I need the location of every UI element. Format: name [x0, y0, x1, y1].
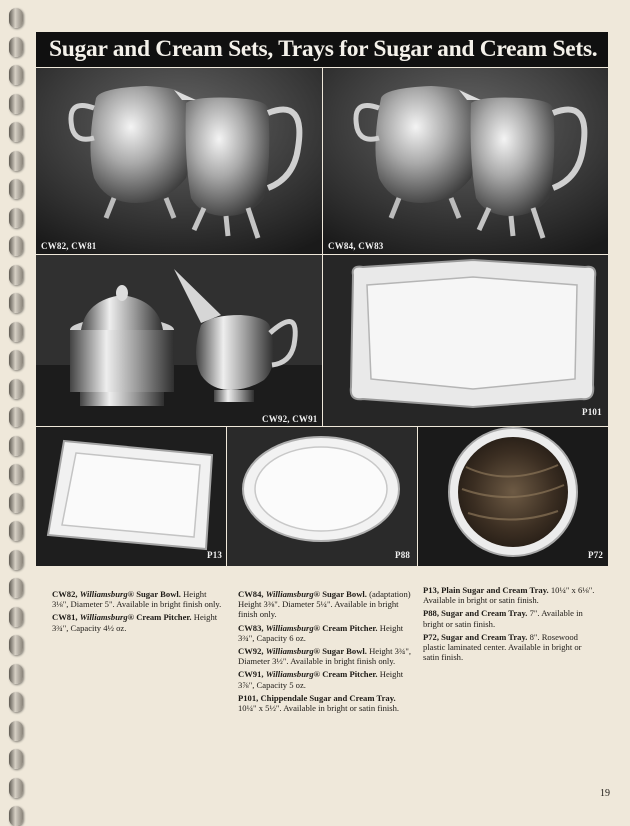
- binding-ring: [9, 749, 23, 769]
- product-details: Height 3¾", Capacity 4½ oz.: [52, 612, 218, 633]
- product-code: P72,: [423, 631, 439, 642]
- brand-name: Williamsburg®: [265, 589, 321, 599]
- product-details: Height 3⅞", Capacity 5 oz.: [238, 669, 404, 690]
- binding-ring: [9, 65, 23, 85]
- binding-ring: [9, 607, 23, 627]
- product-code: P88,: [423, 608, 439, 619]
- product-entry: [52, 589, 222, 609]
- page-title: Sugar and Cream Sets, Trays for Sugar and Cream Sets.: [36, 32, 608, 67]
- binding-ring: [9, 464, 23, 484]
- brand-name: Williamsburg®: [79, 612, 135, 623]
- description-column-3: [423, 585, 595, 665]
- binding-ring: [9, 578, 23, 598]
- photo-p88: [227, 427, 417, 566]
- photo-p72: [418, 427, 608, 566]
- product-details: 8". Rosewood plastic laminated center. Available in bright or satin finish.: [423, 631, 582, 663]
- binding-ring: [9, 778, 23, 798]
- brand-name: Williamsburg®: [79, 589, 135, 599]
- description-column-2: [238, 589, 416, 716]
- product-entry: [238, 646, 416, 666]
- binding-ring: [9, 265, 23, 285]
- product-name: Cream Pitcher.: [322, 622, 378, 633]
- binding-ring: [9, 293, 23, 313]
- product-entry: [52, 612, 222, 632]
- photo-label: P72: [588, 550, 604, 560]
- binding-ring: [9, 350, 23, 370]
- brand-name: Williamsburg®: [265, 669, 321, 680]
- binding-ring: [9, 692, 23, 712]
- binding-ring: [9, 521, 23, 541]
- product-details: Height 3¾", Diameter 3½". Available in bright finish only.: [238, 646, 412, 667]
- page-number: 19: [600, 788, 610, 799]
- binding-ring: [9, 8, 23, 28]
- product-name: Cream Pitcher.: [322, 669, 378, 680]
- product-entry: [238, 693, 416, 713]
- binding-ring: [9, 122, 23, 142]
- sugar-creamer-set-image: [36, 255, 322, 426]
- product-name: Sugar Bowl.: [322, 589, 367, 599]
- product-code: CW84,: [238, 589, 264, 599]
- brand-name: Williamsburg®: [265, 622, 321, 633]
- rosewood-tray-image: [418, 427, 608, 566]
- spiral-binding: [0, 0, 32, 816]
- product-entry: [423, 608, 595, 628]
- binding-ring: [9, 94, 23, 114]
- product-entry: [238, 623, 416, 643]
- product-details: (adaptation) Height 3⅜". Diameter 5¼". Available in bright finish only.: [238, 589, 411, 620]
- round-tray-image: [227, 427, 417, 566]
- binding-ring: [9, 407, 23, 427]
- product-code: CW83,: [238, 622, 264, 633]
- product-name: Sugar and Cream Tray.: [441, 608, 528, 619]
- photo-label: P88: [395, 550, 411, 560]
- plain-tray-image: [36, 427, 226, 566]
- product-code: CW92,: [238, 646, 264, 657]
- binding-ring: [9, 208, 23, 228]
- product-code: CW91,: [238, 669, 264, 680]
- binding-ring: [9, 436, 23, 456]
- product-details: 7". Available in bright or satin finish.: [423, 608, 583, 629]
- binding-ring: [9, 635, 23, 655]
- description-column-1: [52, 589, 222, 636]
- sugar-creamer-set-image: [36, 68, 322, 254]
- product-name: Plain Sugar and Cream Tray.: [441, 585, 549, 595]
- binding-ring: [9, 379, 23, 399]
- brand-name: Williamsburg®: [265, 646, 321, 657]
- binding-ring: [9, 236, 23, 256]
- product-code: CW82,: [52, 589, 78, 599]
- chippendale-tray-image: [323, 255, 608, 426]
- photo-label: P13: [207, 550, 223, 560]
- binding-ring: [9, 37, 23, 57]
- photo-cw82-cw81: [36, 68, 322, 254]
- photo-cw92-cw91: [36, 255, 322, 426]
- photo-label: P101: [582, 407, 602, 417]
- product-name: Sugar Bowl.: [322, 646, 367, 657]
- product-code: P101,: [238, 692, 259, 703]
- product-entry: [423, 632, 595, 663]
- sugar-creamer-set-image: [323, 68, 608, 254]
- binding-ring: [9, 721, 23, 741]
- photo-cw84-cw83: [323, 68, 608, 254]
- binding-ring: [9, 664, 23, 684]
- product-details: Height 3⅛", Diameter 5". Available in bright finish only.: [52, 589, 222, 610]
- product-entry: [238, 589, 416, 620]
- binding-ring: [9, 151, 23, 171]
- product-name: Sugar and Cream Tray.: [441, 631, 528, 642]
- binding-ring: [9, 493, 23, 513]
- photo-p13: [36, 427, 226, 566]
- binding-ring: [9, 806, 23, 826]
- photo-label: CW82, CW81: [41, 241, 97, 251]
- photo-label: CW92, CW91: [262, 414, 318, 424]
- product-code: P13,: [423, 585, 439, 595]
- product-details: 10¼" x 5½". Available in bright or satin finish.: [238, 703, 400, 714]
- binding-ring: [9, 322, 23, 342]
- product-name: Chippendale Sugar and Cream Tray.: [260, 692, 396, 703]
- product-details: Height 3¾", Capacity 6 oz.: [238, 622, 404, 643]
- product-details: 10¼" x 6⅛". Available in bright or satin finish.: [423, 585, 595, 606]
- binding-ring: [9, 550, 23, 570]
- product-name: Cream Pitcher.: [136, 612, 192, 623]
- photo-label: CW84, CW83: [328, 241, 384, 251]
- binding-ring: [9, 179, 23, 199]
- product-entry: [423, 585, 595, 605]
- product-name: Sugar Bowl.: [136, 589, 181, 599]
- photo-p101: [323, 255, 608, 426]
- product-entry: [238, 669, 416, 689]
- product-code: CW81,: [52, 612, 78, 623]
